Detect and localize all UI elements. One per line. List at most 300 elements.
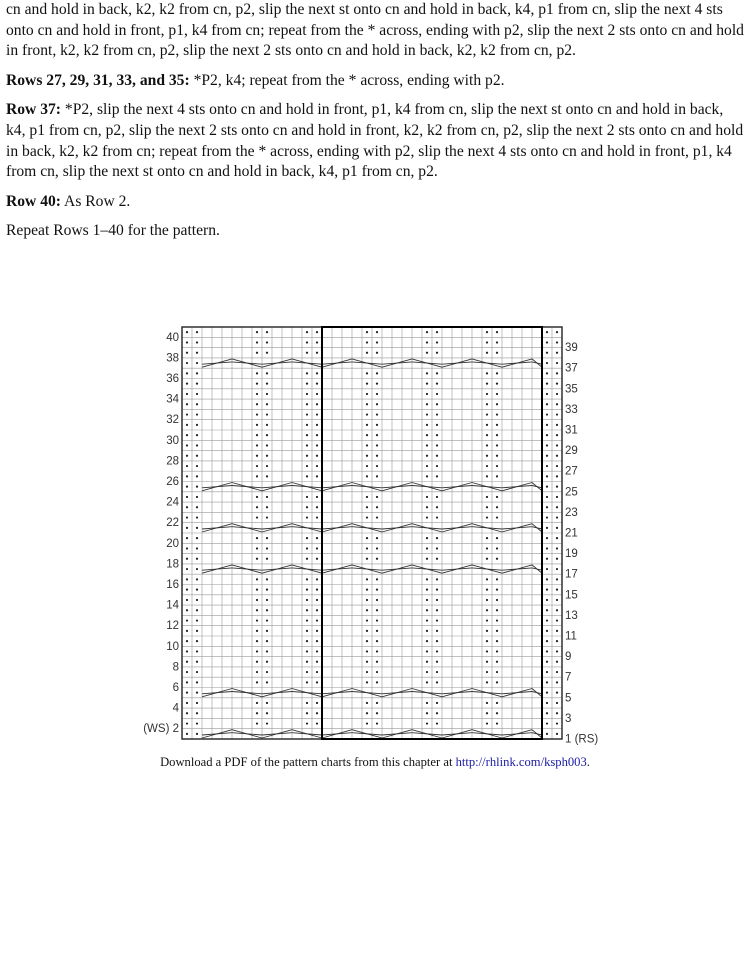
purl-stitch-dot [366, 352, 368, 354]
purl-stitch-dot [496, 578, 498, 580]
purl-stitch-dot [436, 424, 438, 426]
purl-stitch-dot [266, 558, 268, 560]
purl-stitch-dot [546, 650, 548, 652]
row-number-left: 18 [166, 558, 179, 571]
purl-stitch-dot [426, 702, 428, 704]
purl-stitch-dot [376, 589, 378, 591]
purl-stitch-dot [486, 352, 488, 354]
purl-stitch-dot [376, 640, 378, 642]
purl-stitch-dot [266, 630, 268, 632]
purl-stitch-dot [546, 455, 548, 457]
purl-stitch-dot [376, 609, 378, 611]
purl-stitch-dot [496, 424, 498, 426]
row-number-right: 37 [565, 362, 578, 375]
purl-stitch-dot [266, 383, 268, 385]
purl-stitch-dot [426, 640, 428, 642]
purl-stitch-dot [256, 331, 258, 333]
purl-stitch-dot [306, 712, 308, 714]
purl-stitch-dot [256, 465, 258, 467]
purl-stitch-dot [196, 516, 198, 518]
purl-stitch-dot [556, 568, 558, 570]
purl-stitch-dot [256, 661, 258, 663]
purl-stitch-dot [196, 640, 198, 642]
purl-stitch-dot [306, 496, 308, 498]
purl-stitch-dot [366, 537, 368, 539]
purl-stitch-dot [556, 465, 558, 467]
purl-stitch-dot [256, 558, 258, 560]
paragraph-repeat [6, 221, 746, 242]
purl-stitch-dot [376, 331, 378, 333]
purl-stitch-dot [426, 424, 428, 426]
purl-stitch-dot [436, 547, 438, 549]
purl-stitch-dot [306, 661, 308, 663]
purl-stitch-dot [426, 434, 428, 436]
purl-stitch-dot [436, 372, 438, 374]
purl-stitch-dot [556, 681, 558, 683]
purl-stitch-dot [486, 475, 488, 477]
purl-stitch-dot [186, 630, 188, 632]
purl-stitch-dot [316, 496, 318, 498]
purl-stitch-dot [256, 413, 258, 415]
purl-stitch-dot [316, 506, 318, 508]
purl-stitch-dot [316, 609, 318, 611]
purl-stitch-dot [366, 465, 368, 467]
purl-stitch-dot [256, 640, 258, 642]
purl-stitch-dot [426, 372, 428, 374]
purl-stitch-dot [316, 681, 318, 683]
purl-stitch-dot [306, 619, 308, 621]
purl-stitch-dot [556, 506, 558, 508]
row-number-right: 13 [565, 609, 578, 622]
purl-stitch-dot [376, 424, 378, 426]
purl-stitch-dot [496, 496, 498, 498]
purl-stitch-dot [186, 640, 188, 642]
purl-stitch-dot [436, 403, 438, 405]
row-number-left: (WS) 2 [143, 723, 179, 736]
purl-stitch-dot [546, 506, 548, 508]
purl-stitch-dot [436, 465, 438, 467]
purl-stitch-dot [426, 496, 428, 498]
purl-stitch-dot [496, 630, 498, 632]
row-number-right: 23 [565, 506, 578, 519]
purl-stitch-dot [426, 619, 428, 621]
purl-stitch-dot [496, 331, 498, 333]
purl-stitch-dot [196, 341, 198, 343]
purl-stitch-dot [196, 619, 198, 621]
purl-stitch-dot [366, 712, 368, 714]
purl-stitch-dot [486, 578, 488, 580]
purl-stitch-dot [486, 434, 488, 436]
purl-stitch-dot [556, 475, 558, 477]
purl-stitch-dot [426, 671, 428, 673]
purl-stitch-dot [546, 578, 548, 580]
purl-stitch-dot [256, 547, 258, 549]
purl-stitch-dot [376, 393, 378, 395]
purl-stitch-dot [196, 558, 198, 560]
row-number-left: 32 [166, 414, 179, 427]
purl-stitch-dot [366, 589, 368, 591]
purl-stitch-dot [486, 630, 488, 632]
purl-stitch-dot [486, 650, 488, 652]
row-label: Rows 27, 29, 31, 33, and 35: [6, 71, 190, 89]
purl-stitch-dot [556, 661, 558, 663]
purl-stitch-dot [256, 455, 258, 457]
purl-stitch-dot [306, 609, 308, 611]
purl-stitch-dot [256, 341, 258, 343]
purl-stitch-dot [376, 403, 378, 405]
purl-stitch-dot [486, 506, 488, 508]
row-number-left: 26 [166, 476, 179, 488]
purl-stitch-dot [366, 475, 368, 477]
purl-stitch-dot [376, 681, 378, 683]
purl-stitch-dot [256, 383, 258, 385]
row-number-left: 22 [166, 517, 179, 530]
row-number-left: 28 [166, 455, 179, 468]
purl-stitch-dot [196, 455, 198, 457]
purl-stitch-dot [486, 455, 488, 457]
row-number-right: 1 (RS) [565, 733, 599, 746]
purl-stitch-dot [266, 712, 268, 714]
purl-stitch-dot [366, 506, 368, 508]
purl-stitch-dot [186, 558, 188, 560]
purl-stitch-dot [486, 465, 488, 467]
purl-stitch-dot [496, 455, 498, 457]
purl-stitch-dot [266, 352, 268, 354]
purl-stitch-dot [426, 506, 428, 508]
purl-stitch-dot [366, 547, 368, 549]
purl-stitch-dot [486, 496, 488, 498]
purl-stitch-dot [436, 681, 438, 683]
purl-stitch-dot [186, 475, 188, 477]
purl-stitch-dot [186, 413, 188, 415]
purl-stitch-dot [366, 496, 368, 498]
purl-stitch-dot [496, 537, 498, 539]
purl-stitch-dot [196, 506, 198, 508]
purl-stitch-dot [186, 383, 188, 385]
purl-stitch-dot [546, 393, 548, 395]
purl-stitch-dot [436, 640, 438, 642]
purl-stitch-dot [556, 650, 558, 652]
purl-stitch-dot [196, 681, 198, 683]
purl-stitch-dot [316, 630, 318, 632]
purl-stitch-dot [256, 630, 258, 632]
purl-stitch-dot [546, 733, 548, 735]
purl-stitch-dot [366, 702, 368, 704]
purl-stitch-dot [496, 702, 498, 704]
purl-stitch-dot [376, 537, 378, 539]
purl-stitch-dot [366, 331, 368, 333]
purl-stitch-dot [186, 589, 188, 591]
purl-stitch-dot [376, 722, 378, 724]
purl-stitch-dot [186, 578, 188, 580]
purl-stitch-dot [256, 424, 258, 426]
purl-stitch-dot [196, 393, 198, 395]
purl-stitch-dot [306, 547, 308, 549]
purl-stitch-dot [316, 465, 318, 467]
purl-stitch-dot [306, 455, 308, 457]
purl-stitch-dot [306, 465, 308, 467]
purl-stitch-dot [376, 702, 378, 704]
purl-stitch-dot [376, 671, 378, 673]
row-number-right: 21 [565, 527, 578, 540]
purl-stitch-dot [196, 486, 198, 488]
purl-stitch-dot [186, 352, 188, 354]
purl-stitch-dot [546, 403, 548, 405]
purl-stitch-dot [496, 609, 498, 611]
purl-stitch-dot [496, 671, 498, 673]
purl-stitch-dot [486, 702, 488, 704]
purl-stitch-dot [266, 640, 268, 642]
purl-stitch-dot [316, 599, 318, 601]
purl-stitch-dot [496, 403, 498, 405]
purl-stitch-dot [366, 383, 368, 385]
purl-stitch-dot [546, 537, 548, 539]
purl-stitch-dot [426, 475, 428, 477]
purl-stitch-dot [426, 393, 428, 395]
purl-stitch-dot [546, 465, 548, 467]
row-number-right: 3 [565, 712, 572, 725]
purl-stitch-dot [496, 558, 498, 560]
purl-stitch-dot [546, 341, 548, 343]
purl-stitch-dot [306, 650, 308, 652]
purl-stitch-dot [306, 424, 308, 426]
purl-stitch-dot [316, 671, 318, 673]
purl-stitch-dot [426, 465, 428, 467]
purl-stitch-dot [546, 671, 548, 673]
purl-stitch-dot [266, 403, 268, 405]
purl-stitch-dot [376, 558, 378, 560]
purl-stitch-dot [256, 712, 258, 714]
purl-stitch-dot [306, 506, 308, 508]
purl-stitch-dot [366, 599, 368, 601]
purl-stitch-dot [496, 413, 498, 415]
purl-stitch-dot [496, 465, 498, 467]
purl-stitch-dot [316, 403, 318, 405]
purl-stitch-dot [436, 341, 438, 343]
purl-stitch-dot [436, 434, 438, 436]
purl-stitch-dot [366, 516, 368, 518]
row-number-left: 4 [172, 702, 179, 715]
purl-stitch-dot [186, 516, 188, 518]
purl-stitch-dot [376, 372, 378, 374]
purl-stitch-dot [316, 413, 318, 415]
purl-stitch-dot [556, 712, 558, 714]
purl-stitch-dot [486, 383, 488, 385]
purl-stitch-dot [316, 475, 318, 477]
purl-stitch-dot [556, 444, 558, 446]
purl-stitch-dot [366, 413, 368, 415]
purl-stitch-dot [266, 650, 268, 652]
purl-stitch-dot [436, 609, 438, 611]
purl-stitch-dot [426, 352, 428, 354]
purl-stitch-dot [266, 434, 268, 436]
purl-stitch-dot [426, 444, 428, 446]
purl-stitch-dot [196, 722, 198, 724]
purl-stitch-dot [436, 630, 438, 632]
purl-stitch-dot [306, 341, 308, 343]
row-number-right: 11 [565, 630, 577, 643]
purl-stitch-dot [266, 702, 268, 704]
purl-stitch-dot [496, 712, 498, 714]
purl-stitch-dot [496, 619, 498, 621]
row-number-left: 20 [166, 537, 179, 550]
purl-stitch-dot [196, 733, 198, 735]
row-number-left: 38 [166, 352, 179, 365]
document-page [6, 0, 746, 251]
purl-stitch-dot [376, 578, 378, 580]
purl-stitch-dot [556, 599, 558, 601]
purl-stitch-dot [256, 578, 258, 580]
purl-stitch-dot [436, 496, 438, 498]
purl-stitch-dot [366, 424, 368, 426]
purl-stitch-dot [556, 413, 558, 415]
purl-stitch-dot [316, 578, 318, 580]
purl-stitch-dot [306, 383, 308, 385]
purl-stitch-dot [546, 568, 548, 570]
purl-stitch-dot [306, 475, 308, 477]
row-number-right: 25 [565, 486, 578, 499]
purl-stitch-dot [486, 393, 488, 395]
purl-stitch-dot [436, 650, 438, 652]
purl-stitch-dot [366, 444, 368, 446]
purl-stitch-dot [266, 372, 268, 374]
purl-stitch-dot [306, 331, 308, 333]
purl-stitch-dot [256, 352, 258, 354]
purl-stitch-dot [436, 671, 438, 673]
row-number-left: 8 [172, 661, 179, 674]
purl-stitch-dot [556, 516, 558, 518]
row-number-left: 10 [166, 640, 179, 653]
purl-stitch-dot [196, 609, 198, 611]
row-number-right: 15 [565, 589, 578, 602]
purl-stitch-dot [486, 661, 488, 663]
purl-stitch-dot [436, 393, 438, 395]
purl-stitch-dot [266, 444, 268, 446]
purl-stitch-dot [496, 722, 498, 724]
purl-stitch-dot [486, 331, 488, 333]
purl-stitch-dot [426, 403, 428, 405]
purl-stitch-dot [376, 516, 378, 518]
purl-stitch-dot [186, 465, 188, 467]
purl-stitch-dot [556, 486, 558, 488]
purl-stitch-dot [486, 516, 488, 518]
purl-stitch-dot [546, 619, 548, 621]
purl-stitch-dot [196, 589, 198, 591]
purl-stitch-dot [306, 434, 308, 436]
purl-stitch-dot [186, 331, 188, 333]
purl-stitch-dot [426, 722, 428, 724]
purl-stitch-dot [316, 661, 318, 663]
purl-stitch-dot [366, 341, 368, 343]
row-number-left: 14 [166, 599, 179, 612]
purl-stitch-dot [366, 681, 368, 683]
purl-stitch-dot [266, 393, 268, 395]
row-label: Row 40: [6, 192, 62, 210]
purl-stitch-dot [376, 341, 378, 343]
pdf-download-link[interactable]: http://rhlink.com/ksph003 [455, 755, 587, 769]
row-number-left: 36 [166, 373, 179, 385]
paragraph-text: *P2, slip the next 4 sts onto cn and hold in front, p1, k4 from cn, slip the next st onto cn and hold in back, k4, p1 from cn, p2, slip the next 2 sts onto cn and hold in front, k2, k2 from cn, p2, slip the next 2 sts onto cn and hold in back, k2, k2 from cn; repeat from the * across, ending with p2, slip the next 4 sts onto cn and hold in front, p1, k4 from cn, slip the next st onto cn and hold in back, k4, p1 from cn, p2. [6, 101, 744, 181]
purl-stitch-dot [306, 352, 308, 354]
purl-stitch-dot [556, 589, 558, 591]
purl-stitch-dot [486, 712, 488, 714]
purl-stitch-dot [266, 578, 268, 580]
chart-caption [0, 755, 750, 770]
paragraph-text: cn and hold in back, k2, k2 from cn, p2, slip the next st onto cn and hold in back, k4, p1 from cn, slip the next 4 sts onto cn and hold in front, p1, k4 from cn; repeat from the * across, ending with p2, slip the next 2 sts onto cn and hold in front, k2, k2 from cn, p2, slip the next 2 sts onto cn and hold in back, k2, k2 from cn, p2. [6, 1, 744, 60]
purl-stitch-dot [376, 455, 378, 457]
purl-stitch-dot [186, 362, 188, 364]
purl-stitch-dot [436, 475, 438, 477]
purl-stitch-dot [306, 403, 308, 405]
purl-stitch-dot [546, 372, 548, 374]
purl-stitch-dot [546, 630, 548, 632]
purl-stitch-dot [426, 537, 428, 539]
purl-stitch-dot [196, 424, 198, 426]
purl-stitch-dot [266, 681, 268, 683]
row-number-right: 35 [565, 383, 578, 396]
purl-stitch-dot [546, 475, 548, 477]
purl-stitch-dot [266, 516, 268, 518]
row-number-right: 27 [565, 465, 578, 478]
purl-stitch-dot [186, 702, 188, 704]
purl-stitch-dot [306, 372, 308, 374]
purl-stitch-dot [186, 403, 188, 405]
purl-stitch-dot [366, 640, 368, 642]
purl-stitch-dot [316, 444, 318, 446]
purl-stitch-dot [436, 589, 438, 591]
purl-stitch-dot [486, 589, 488, 591]
paragraph-text: Repeat Rows 1–40 for the pattern. [6, 222, 220, 240]
purl-stitch-dot [426, 712, 428, 714]
purl-stitch-dot [556, 640, 558, 642]
paragraph-text: As Row 2. [61, 192, 131, 210]
purl-stitch-dot [426, 681, 428, 683]
purl-stitch-dot [196, 475, 198, 477]
purl-stitch-dot [426, 341, 428, 343]
row-number-right: 33 [565, 403, 578, 416]
purl-stitch-dot [316, 558, 318, 560]
purl-stitch-dot [306, 640, 308, 642]
purl-stitch-dot [496, 681, 498, 683]
purl-stitch-dot [436, 578, 438, 580]
purl-stitch-dot [196, 444, 198, 446]
row-number-left: 24 [166, 496, 179, 509]
purl-stitch-dot [546, 640, 548, 642]
purl-stitch-dot [546, 558, 548, 560]
purl-stitch-dot [556, 383, 558, 385]
purl-stitch-dot [436, 712, 438, 714]
purl-stitch-dot [426, 599, 428, 601]
purl-stitch-dot [436, 516, 438, 518]
purl-stitch-dot [436, 383, 438, 385]
purl-stitch-dot [316, 619, 318, 621]
purl-stitch-dot [486, 547, 488, 549]
purl-stitch-dot [266, 609, 268, 611]
purl-stitch-dot [556, 362, 558, 364]
purl-stitch-dot [496, 393, 498, 395]
purl-stitch-dot [256, 537, 258, 539]
paragraph-row-continuation [6, 0, 746, 62]
purl-stitch-dot [186, 568, 188, 570]
purl-stitch-dot [266, 475, 268, 477]
purl-stitch-dot [486, 681, 488, 683]
purl-stitch-dot [486, 341, 488, 343]
purl-stitch-dot [496, 640, 498, 642]
purl-stitch-dot [186, 444, 188, 446]
purl-stitch-dot [376, 661, 378, 663]
purl-stitch-dot [256, 681, 258, 683]
purl-stitch-dot [196, 362, 198, 364]
